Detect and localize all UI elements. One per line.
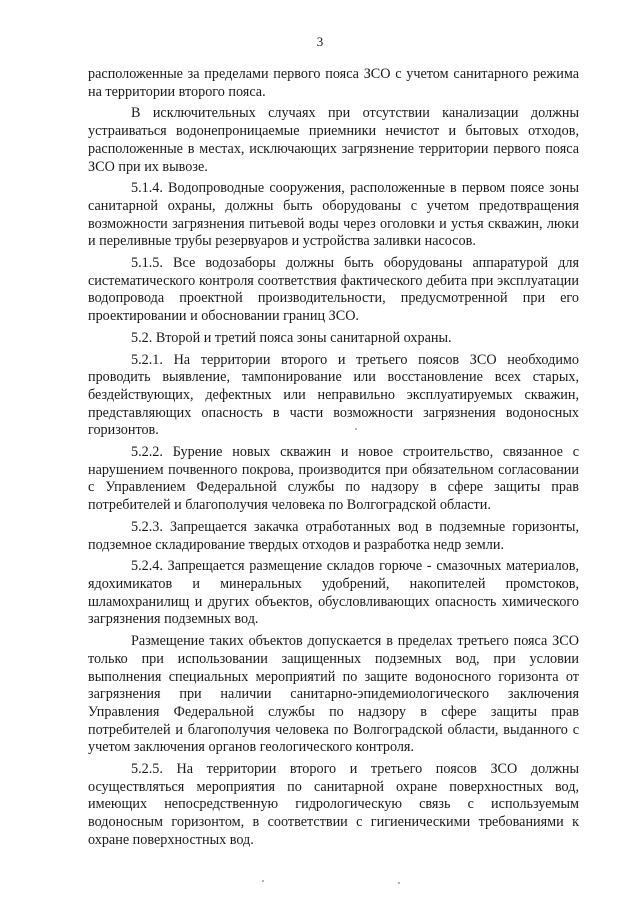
paragraph-5-2-3: 5.2.3. Запрещается закачка отработанных вод в подземные горизонты, подземное складирование твердых отходов и разработка недр земли. bbox=[88, 518, 579, 553]
scan-speck bbox=[398, 882, 400, 884]
document-body bbox=[88, 66, 579, 850]
paragraph-5-2-4: 5.2.4. Запрещается размещение складов горюче - смазочных материалов, ядохимикатов и минеральных удобрений, накопителей промстоков, шламохранилищ и других объектов, обусловливающих опасность химического загрязнения подземных вод. bbox=[88, 558, 579, 628]
paragraph-5-2-5: 5.2.5. На территории второго и третьего поясов ЗСО должны осуществляться мероприятия по санитарной охране поверхностных вод, имеющих непосредственную гидрологическую связь с используемым водоносным горизонтом, в соответствии с гигиеническими требованиями к охране поверхностных вод. bbox=[88, 761, 579, 848]
paragraph-continuation: расположенные за пределами первого пояса ЗСО с учетом санитарного режима на территории второго пояса. bbox=[88, 66, 579, 100]
paragraph-5-2-2: 5.2.2. Бурение новых скважин и новое строительство, связанное с нарушением почвенного покрова, производится при обязательном согласовании с Управлением Федеральной службы по надзору в сфере защиты прав потребителей и благополучия человека по Волгоградской области. bbox=[88, 444, 579, 514]
paragraph-sewerage-exception: В исключительных случаях при отсутствии канализации должны устраиваться водонепроницаемые приемники нечистот и бытовых отходов, расположенные в местах, исключающих загрязнение территории первого пояса ЗСО при их вывозе. bbox=[88, 105, 579, 175]
scan-speck bbox=[262, 880, 264, 882]
page-number: 3 bbox=[316, 34, 324, 49]
paragraph-5-2-1: 5.2.1. На территории второго и третьего поясов ЗСО необходимо проводить выявление, тампонирование или восстановление всех старых, бездействующих, дефектных или неправильно эксплуатируемых скважин, представляющих опасность в части возможности загрязнения водоносных горизонтов. bbox=[88, 351, 579, 439]
paragraph-5-1-4: 5.1.4. Водопроводные сооружения, расположенные в первом поясе зоны санитарной охраны, должны быть оборудованы с учетом предотвращения возможности загрязнения питьевой воды через оголовки и устья скважин, люки и переливные трубы резервуаров и устройства заливки насосов. bbox=[88, 180, 579, 250]
paragraph-5-1-5: 5.1.5. Все водозаборы должны быть оборудованы аппаратурой для систематического контроля соответствия фактического дебита при эксплуатации водопровода проектной производительности, предусмотренной при его проектировании и обосновании границ ЗСО. bbox=[88, 255, 579, 325]
scan-speck bbox=[355, 428, 357, 430]
paragraph-placement-conditions: Размещение таких объектов допускается в пределах третьего пояса ЗСО только при использовании защищенных подземных вод, при условии выполнения специальных мероприятий по защите водоносного горизонта от загрязнения при наличии санитарно-эпидемиологического заключения Управления Федеральной службы по надзору в сфере защиты прав потребителей и благополучия человека по Волгоградской области, выданного с учетом заключения органов геологического контроля. bbox=[88, 633, 579, 756]
paragraph-5-2-heading: 5.2. Второй и третий пояса зоны санитарной охраны. bbox=[131, 329, 452, 346]
